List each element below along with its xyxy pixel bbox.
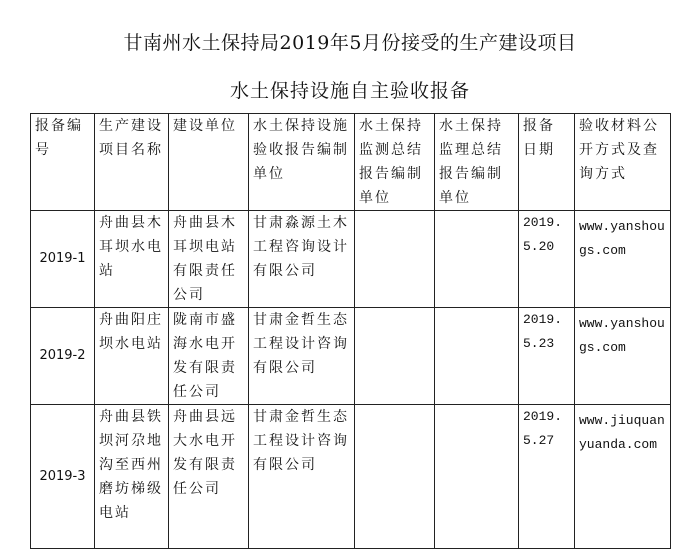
col-header-filing-date: 报备日期	[519, 114, 575, 211]
cell-filing-date: 2019.5.27	[519, 405, 575, 549]
table-row	[31, 211, 671, 308]
cell-monitoring-report-unit	[355, 308, 435, 405]
col-header-monitoring-report-unit: 水土保持监测总结报告编制单位	[355, 114, 435, 211]
table-row	[31, 308, 671, 405]
cell-supervision-report-unit	[435, 211, 519, 308]
cell-project-name: 舟曲县木耳坝水电站	[95, 211, 169, 308]
col-header-project-name: 生产建设项目名称	[95, 114, 169, 211]
cell-filing-number: 2019-3	[31, 405, 95, 549]
cell-query-method: www.yanshougs.com	[575, 211, 671, 308]
cell-filing-date: 2019.5.20	[519, 211, 575, 308]
cell-acceptance-report-unit: 甘肃金哲生态工程设计咨询有限公司	[249, 308, 355, 405]
cell-filing-number: 2019-2	[31, 308, 95, 405]
cell-project-name: 舟曲县铁坝河尕地沟至西州磨坊梯级电站	[95, 405, 169, 549]
col-header-filing-number: 报备编号	[31, 114, 95, 211]
table-header-row	[31, 114, 671, 211]
cell-filing-date: 2019.5.23	[519, 308, 575, 405]
cell-monitoring-report-unit	[355, 211, 435, 308]
cell-supervision-report-unit	[435, 405, 519, 549]
document-title-line2: 水土保持设施自主验收报备	[229, 80, 470, 102]
cell-query-method: www.jiuquanyuanda.com	[575, 405, 671, 549]
cell-monitoring-report-unit	[355, 405, 435, 549]
filing-table	[30, 113, 671, 549]
col-header-supervision-report-unit: 水土保持监理总结报告编制单位	[435, 114, 519, 211]
cell-builder: 舟曲县远大水电开发有限责任公司	[169, 405, 249, 549]
cell-acceptance-report-unit: 甘肃淼源土木工程咨询设计有限公司	[249, 211, 355, 308]
cell-query-method: www.yanshougs.com	[575, 308, 671, 405]
document-title-line1: 甘南州水土保持局2019年5月份接受的生产建设项目	[123, 32, 577, 54]
cell-project-name: 舟曲阳庄坝水电站	[95, 308, 169, 405]
cell-acceptance-report-unit: 甘肃金哲生态工程设计咨询有限公司	[249, 405, 355, 549]
cell-filing-number: 2019-1	[31, 211, 95, 308]
table-row	[31, 405, 671, 549]
cell-builder: 舟曲县木耳坝电站有限责任公司	[169, 211, 249, 308]
cell-builder: 陇南市盛海水电开发有限责任公司	[169, 308, 249, 405]
col-header-builder: 建设单位	[169, 114, 249, 211]
cell-supervision-report-unit	[435, 308, 519, 405]
col-header-query-method: 验收材料公开方式及查询方式	[575, 114, 671, 211]
col-header-acceptance-report-unit: 水土保持设施验收报告编制单位	[249, 114, 355, 211]
